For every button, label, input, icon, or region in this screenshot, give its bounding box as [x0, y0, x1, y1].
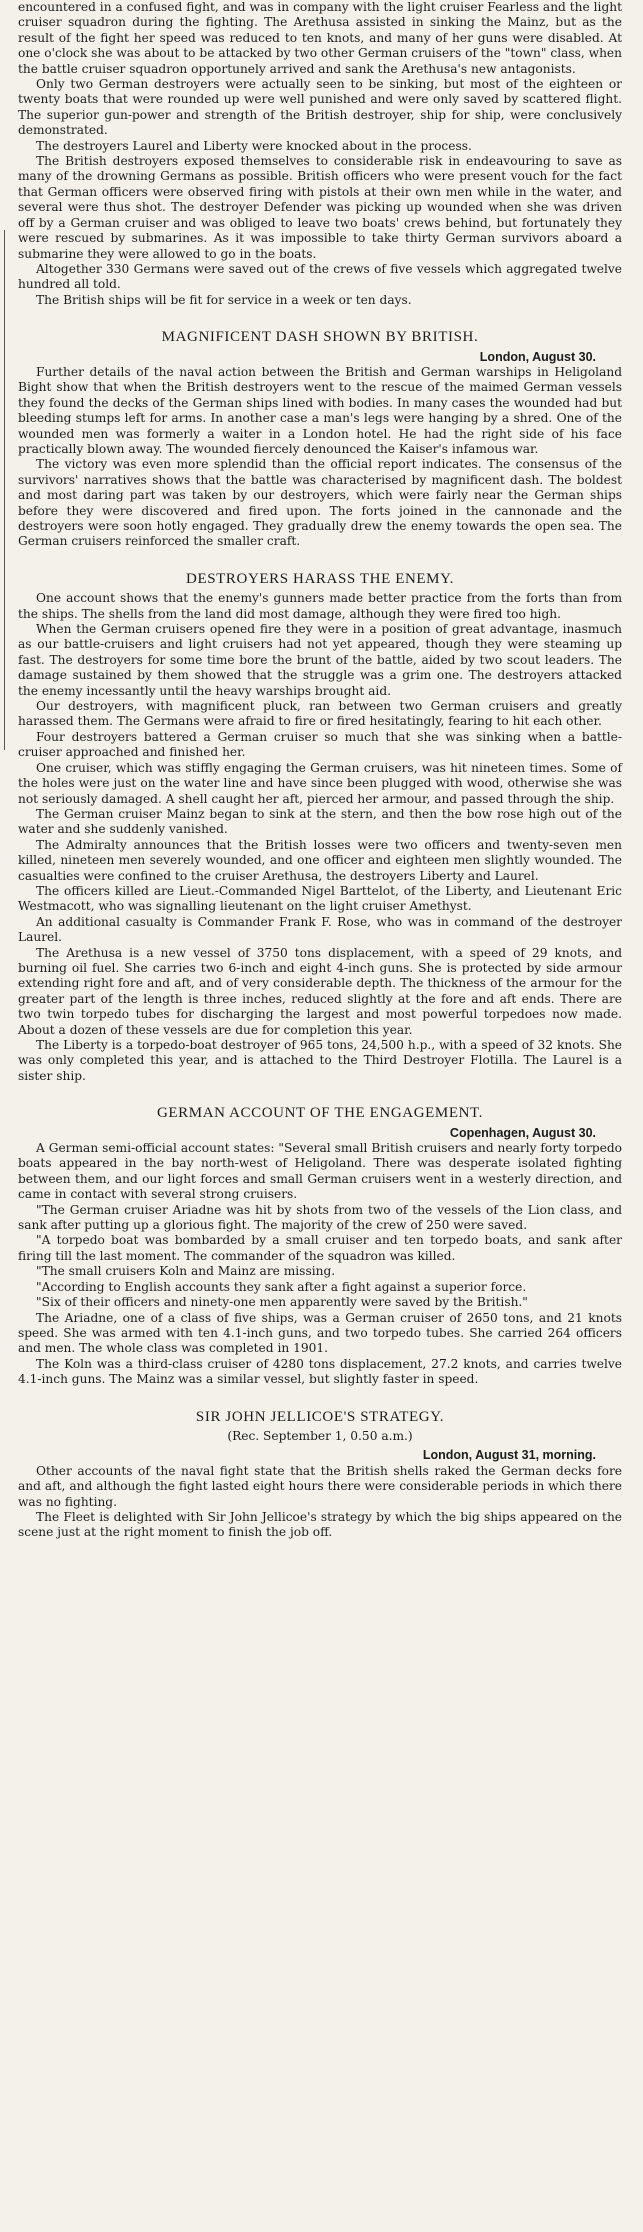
headline: SIR JOHN JELLICOE'S STRATEGY.	[195, 1408, 445, 1425]
paragraph: Other accounts of the naval fight state that the British shells raked the German decks fore and aft, and although the fight lasted eight hours there were considerable periods in which there was no fighting.	[18, 1463, 622, 1509]
paragraph: When the German cruisers opened fire they were in a position of great advantage, inasmuch as our battle-cruisers and light cruisers had not yet appeared, though they were steaming up fast. The destroyers for some time bore the brunt of the battle, aided by two scout leaders. The damage sustained by them showed that the struggle was a grim one. The destroyers attacked the enemy incessantly until the heavy warships brought aid.	[18, 622, 622, 698]
headline: DESTROYERS HARASS THE ENEMY.	[186, 570, 454, 587]
paragraph: Our destroyers, with magnificent pluck, ran between two German cruisers and greatly harassed them. The Germans were afraid to fire or fired hesitatingly, fearing to hit each other.	[18, 699, 622, 729]
paragraph: One cruiser, which was stiffly engaging the German cruisers, was hit nineteen times. Some of the holes were just on the water line and have since been plugged with wood, otherwise she was not seriously damaged. A shell caught her aft, pierced her armour, and passed through the ship.	[18, 760, 622, 806]
paragraph: The destroyers Laurel and Liberty were knocked about in the process.	[36, 138, 472, 153]
paragraph: encountered in a confused fight, and was in company with the light cruiser Fearless and the light cruiser squadron during the fighting. The Arethusa assisted in sinking the Mainz, but as the result of the fight her speed was reduced to ten knots, and many of her guns were disabled. At one o'clock she was about to be attacked by two other German cruisers of the "town" class, when the battle cruiser squadron opportunely arrived and sank the Arethusa's new antagonists.	[18, 0, 622, 76]
paragraph: The Koln was a third-class cruiser of 4280 tons displacement, 27.2 knots, and carries twelve 4.1-inch guns. The Mainz was a similar vessel, but slightly faster in speed.	[18, 1356, 622, 1387]
paragraph: "The German cruiser Ariadne was hit by shots from two of the vessels of the Lion class, and sank after putting up a glorious fight. The majority of the crew of 250 were saved.	[18, 1202, 622, 1233]
paragraph: Four destroyers battered a German cruiser so much that she was sinking when a battle-cruiser approached and finished her.	[18, 729, 622, 760]
paragraph: "A torpedo boat was bombarded by a small cruiser and ten torpedo boats, and sank after firing till the last moment. The commander of the squadron was killed.	[18, 1233, 622, 1263]
paragraph: A German semi-official account states: "Several small British cruisers and nearly forty torpedo boats appeared in the bay north-west of Heligoland. There was desperate isolated fighting between them, and our light forces and small German cruisers went in a westerly direction, and came in contact with several strong cruisers.	[18, 1141, 622, 1202]
paragraph: "The small cruisers Koln and Mainz are missing.	[36, 1264, 336, 1279]
paragraph: The British destroyers exposed themselves to considerable risk in endeavouring to save as many of the drowning Germans as possible. British officers who were present vouch for the fact that German officers were observed firing with pistols at their own men while in the water, and several were thus shot. The destroyer Defender was picking up wounded when she was driven off by a German cruiser and was obliged to leave two boats' crews behind, but fortunately they were rescued by submarines. As it was impossible to take thirty German survivors aboard a submarine they were allowed to go in the boats.	[18, 154, 622, 261]
dateline: London, August 31, morning.	[422, 1448, 596, 1463]
paragraph: The Arethusa is a new vessel of 3750 tons displacement, with a speed of 29 knots, and burning oil fuel. She carries two 6-inch and eight 4-inch guns. She is protected by side armour extending right fore and aft, and of very considerable depth. The thickness of the armour for the greater part of the length is three inches, reduced slightly at the fore and aft ends. There are two twin torpedo tubes for discharging the largest and most powerful torpedoes now made. About a dozen of these vessels are due for completion this year.	[18, 945, 622, 1037]
paragraph: Further details of the naval action between the British and German warships in Heligoland Bight show that when the British destroyers went to the rescue of the maimed German vessels they found the decks of the German ships lined with bodies. In many cases the wounded had but bleeding stumps left for arms. In another case a man's legs were hanging by a shred. One of the wounded men was formerly a waiter in a London hotel. He had the right side of his face practically blown away. The wounded fiercely denounced the Kaiser's infamous war.	[18, 364, 622, 456]
paragraph: The Admiralty announces that the British losses were two officers and twenty-seven men killed, nineteen men severely wounded, and one officer and eighteen men slightly wounded. The casualties were confined to the cruiser Arethusa, the destroyers Liberty and Laurel.	[18, 837, 622, 883]
paragraph: The victory was even more splendid than the official report indicates. The consensus of the survivors' narratives shows that the battle was characterised by magnificent dash. The boldest and most daring part was taken by our destroyers, which were fairly near the German ships before they were discovered and fired upon. The forts joined in the cannonade and the destroyers were soon hotly engaged. They gradually drew the enemy towards the open sea. The German cruisers reinforced the smaller craft.	[18, 457, 622, 549]
column-rule	[4, 230, 5, 750]
section-german-account	[18, 1106, 622, 1387]
section-destroyers-harass	[18, 572, 622, 1084]
paragraph: One account shows that the enemy's gunners made better practice from the forts than from the ships. The shells from the land did most damage, although they were fired too high.	[18, 591, 622, 621]
article-column	[18, 0, 622, 1541]
headline: MAGNIFICENT DASH SHOWN BY BRITISH.	[161, 329, 479, 346]
dateline: London, August 30.	[479, 349, 596, 364]
paragraph: Only two German destroyers were actually seen to be sinking, but most of the eighteen or twenty boats that were rounded up were well punished and were only saved by scattered flight. The superior gun-power and strength of the British destroyer, ship for ship, were conclusively demonstrated.	[18, 77, 622, 138]
dateline: Copenhagen, August 30.	[449, 1125, 596, 1140]
paragraph: The Ariadne, one of a class of five ships, was a German cruiser of 2650 tons, and 21 knots speed. She was armed with ten 4.1-inch guns, and two torpedo tubes. She carried 264 officers and men. The whole class was completed in 1901.	[18, 1310, 622, 1356]
paragraph: The Liberty is a torpedo-boat destroyer of 965 tons, 24,500 h.p., with a speed of 32 knots. She was only completed this year, and is attached to the Third Destroyer Flotilla. The Laurel is a sister ship.	[18, 1038, 622, 1083]
headline: GERMAN ACCOUNT OF THE ENGAGEMENT.	[156, 1105, 484, 1122]
paragraph: An additional casualty is Commander Frank F. Rose, who was in command of the destroyer Laurel.	[18, 914, 622, 945]
paragraph: The German cruiser Mainz began to sink at the stern, and then the bow rose high out of the water and she suddenly vanished.	[18, 806, 622, 837]
paragraph: "Six of their officers and ninety-one men apparently were saved by the British."	[36, 1295, 528, 1310]
section-opening-report	[18, 0, 622, 308]
paragraph: The officers killed are Lieut.-Commanded Nigel Barttelot, of the Liberty, and Lieutenant Eric Westmacott, who was signalling lieutenant on the light cruiser Amethyst.	[18, 883, 622, 914]
receipt-note: (Rec. September 1, 0.50 a.m.)	[227, 1428, 413, 1443]
paragraph: The Fleet is delighted with Sir John Jellicoe's strategy by which the big ships appeared on the scene just at the right moment to finish the job off.	[18, 1509, 622, 1540]
section-magnificent-dash	[18, 330, 622, 550]
paragraph: Altogether 330 Germans were saved out of the crews of five vessels which aggregated twelve hundred all told.	[18, 261, 622, 292]
section-jellicoe-strategy	[18, 1410, 622, 1541]
paragraph: The British ships will be fit for service in a week or ten days.	[36, 292, 412, 307]
paragraph: "According to English accounts they sank after a fight against a superior force.	[36, 1279, 527, 1294]
